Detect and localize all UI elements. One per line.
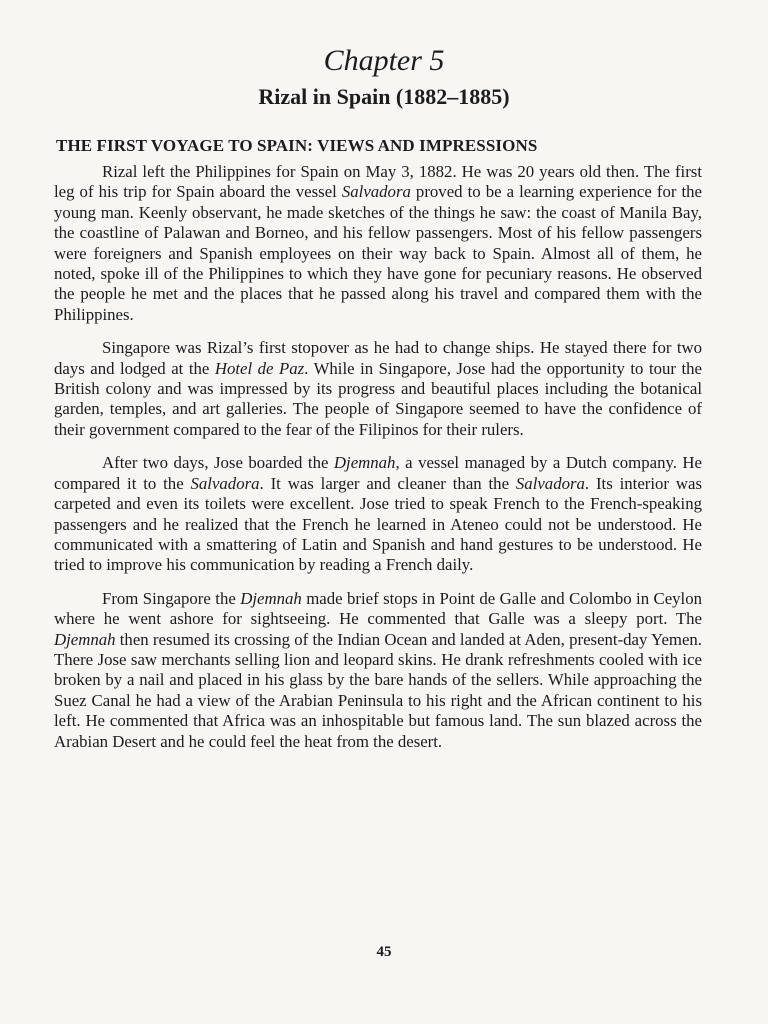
italic-hotel-name: Hotel de Paz bbox=[214, 358, 305, 378]
text-run: , a vessel managed by a Dutch company. He compared it to the bbox=[54, 453, 703, 493]
paragraph-1 bbox=[54, 162, 702, 325]
chapter-title: Rizal in Spain (1882–1885) bbox=[258, 84, 510, 109]
text-run: From Singapore the bbox=[102, 588, 241, 608]
italic-ship-name: Djemnah bbox=[240, 588, 302, 608]
chapter-heading: Chapter 5 bbox=[323, 44, 445, 77]
text-run: After two days, Jose boarded the bbox=[102, 453, 334, 473]
text-run: proved to be a learning experience for the young man. Keenly observant, he made sketches of the things he saw: the coast of Manila Bay, the coastline of Palawan and Borneo, and his fellow passengers. Most of his fellow passengers were foreigners and Spanish employees on their way back to Spain. Almost all of them, he noted, spoke ill of the Philippines to which they have gone for pecuniary reasons. He observed the people he met and the places that he passed along his travel and compared them with the Philippines. bbox=[54, 182, 703, 324]
text-run: . Its interior was carpeted and even its toilets were excellent. Jose tried to speak French to the French-speaking passengers and he realized that the French he learned in Ateneo could not be understood. He communicated with a smattering of Latin and Spanish and hand gestures to be understood. He tried to improve his communication by reading a French daily. bbox=[54, 473, 702, 575]
italic-ship-name: Salvadora bbox=[190, 473, 260, 493]
italic-ship-name: Djemnah bbox=[54, 629, 116, 649]
italic-ship-name: Salvadora bbox=[515, 473, 585, 493]
text-run: Singapore was Rizal’s first stopover as he had to change ships. He stayed there for two days and lodged at the bbox=[54, 338, 702, 378]
text-run: then resumed its crossing of the Indian Ocean and landed at Aden, present-day Yemen. There Jose saw merchants selling lion and leopard skins. He drank refreshments cooled with ice broken by a nail and placed in his glass by the bare hands of the sellers. While approaching the Suez Canal he had a view of the Arabian Peninsula to his right and the African continent to his left. He commented that Africa was an inhospitable but famous land. The sun blazed across the Arabian Desert and he could feel the heat from the desert. bbox=[54, 629, 702, 751]
text-run: Rizal left the Philippines for Spain on May 3, 1882. He was 20 years old then. The first leg of his trip for Spain aboard the vessel bbox=[54, 162, 702, 202]
paragraph-3 bbox=[54, 453, 702, 575]
section-heading: THE FIRST VOYAGE TO SPAIN: VIEWS AND IMPRESSIONS bbox=[56, 136, 538, 155]
italic-ship-name: Djemnah bbox=[333, 453, 396, 473]
paragraph-2 bbox=[54, 338, 702, 440]
italic-ship-name: Salvadora bbox=[341, 182, 411, 202]
paragraph-4 bbox=[54, 589, 702, 752]
body-text bbox=[54, 162, 702, 765]
text-run: . While in Singapore, Jose had the opportunity to tour the British colony and was impressed by its progress and beautiful places including the botanical garden, temples, and art galleries. The people of Singapore seemed to have the confidence of their government compared to the fear of the Filipinos for their rulers. bbox=[54, 358, 702, 439]
page-number: 45 bbox=[376, 944, 392, 960]
text-run: . It was larger and cleaner than the bbox=[259, 473, 516, 493]
text-run: made brief stops in Point de Galle and Colombo in Ceylon where he went ashore for sightseeing. He commented that Galle was a sleepy port. The bbox=[54, 588, 703, 629]
